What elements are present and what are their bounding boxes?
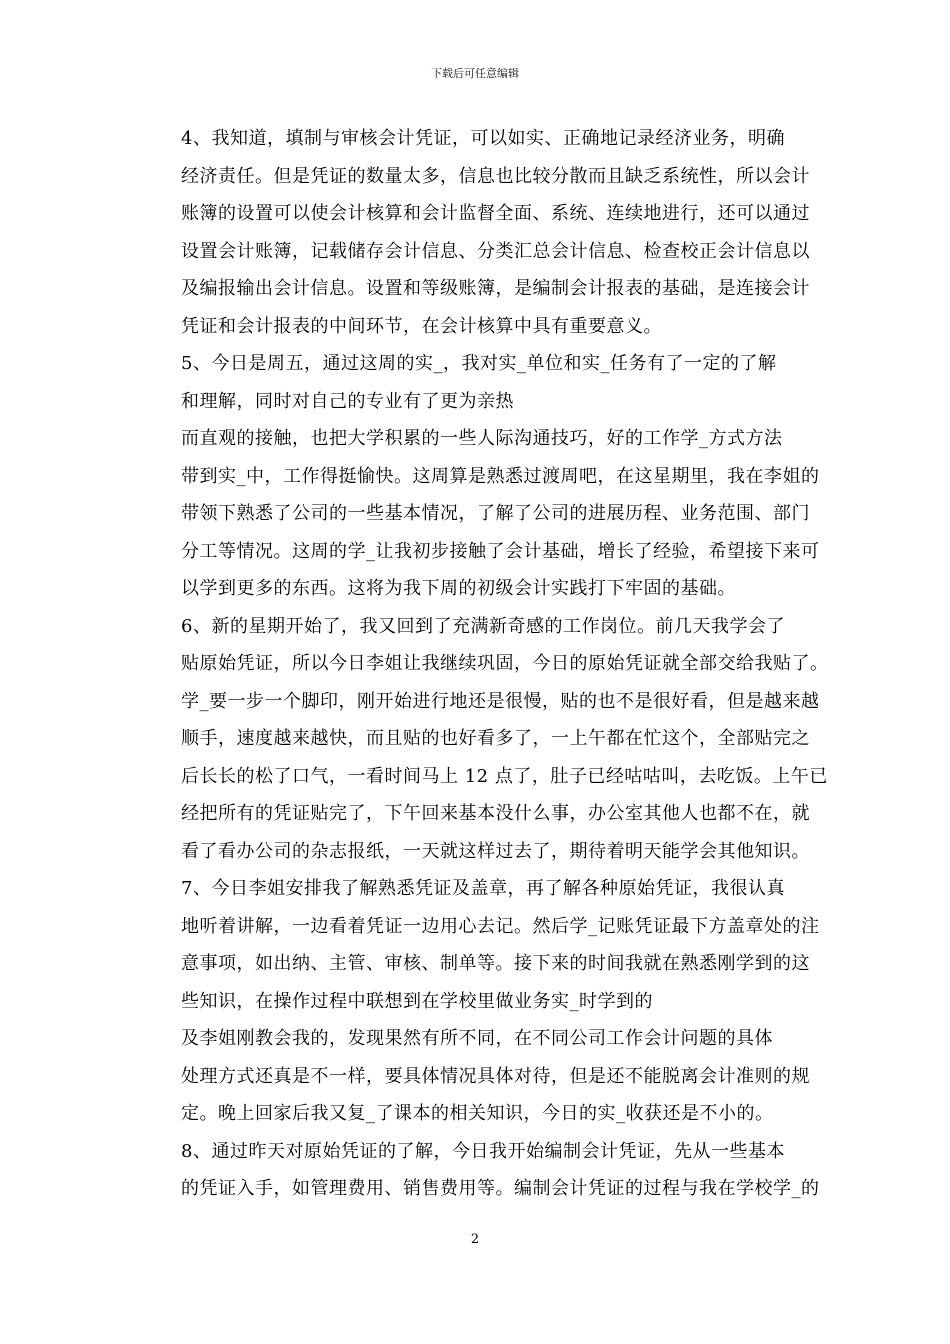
document-body [145, 120, 829, 1208]
text-line: 意事项，如出纳、主管、审核、制单等。接下来的时间我就在熟悉刚学到的这 [181, 953, 810, 974]
text-line: 后长长的松了口气，一看时间马上 12 点了，肚子已经咕咕叫，去吃饭。上午已 [181, 765, 828, 787]
text-line: 带到实_中，工作得挺愉快。这周算是熟悉过渡周吧，在这星期里，我在李姐的 [181, 465, 820, 487]
text-line: 带领下熟悉了公司的一些基本情况，了解了公司的进展历程、业务范围、部门 [181, 503, 810, 524]
text-line: 及李姐刚教会我的，发现果然有所不同，在不同公司工作会计问题的具体 [181, 1028, 773, 1049]
text-line: 和理解，同时对自己的专业有了更为亲热 [181, 390, 514, 412]
text-line: 些知识，在操作过程中联想到在学校里做业务实_时学到的 [181, 990, 653, 1012]
text-line: 7、今日李姐安排我了解熟悉凭证及盖章，再了解各种原始凭证，我很认真 [181, 878, 785, 899]
text-line: 6、新的星期开始了，我又回到了充满新奇感的工作岗位。前几天我学会了 [181, 615, 785, 637]
paragraph-5-continued [145, 420, 820, 608]
text-line: 8、通过昨天对原始凭证的了解，今日我开始编制会计凭证，先从一些基本 [181, 1140, 785, 1162]
text-line: 5、今日是周五，通过这周的实_，我对实_单位和实_任务有了一定的了解 [181, 353, 777, 374]
text-line: 经济责任。但是凭证的数量太多，信息也比较分散而且缺乏系统性，所以会计 [181, 165, 810, 187]
text-line: 而直观的接触，也把大学积累的一些人际沟通技巧，好的工作学_方式方法 [181, 428, 783, 449]
paragraph-7-continued [145, 1020, 810, 1133]
page-number: 2 [470, 1232, 480, 1247]
paragraph-4 [145, 120, 810, 345]
text-line: 设置会计账簿，记载储存会计信息、分类汇总会计信息、检查校正会计信息以 [181, 240, 810, 262]
text-line: 贴原始凭证，所以今日李姐让我继续巩固，今日的原始凭证就全部交给我贴了。 [181, 653, 829, 674]
text-line: 的凭证入手，如管理费用、销售费用等。编制会计凭证的过程与我在学校学_的 [181, 1178, 820, 1199]
text-line: 凭证和会计报表的中间环节，在会计核算中具有重要意义。 [181, 315, 662, 337]
text-line: 4、我知道，填制与审核会计凭证，可以如实、正确地记录经济业务，明确 [181, 128, 785, 149]
text-line: 账簿的设置可以使会计核算和会计监督全面、系统、连续地进行，还可以通过 [181, 203, 810, 224]
text-line: 及编报输出会计信息。设置和等级账簿，是编制会计报表的基础，是连接会计 [181, 278, 810, 299]
paragraph-8 [145, 1133, 820, 1208]
paragraph-7 [145, 870, 820, 1020]
text-line: 地听着讲解，一边看着凭证一边用心去记。然后学_记账凭证最下方盖章处的注 [181, 915, 820, 937]
paragraph-6 [145, 608, 829, 871]
paragraph-5 [145, 345, 807, 420]
text-line: 顺手，速度越来越快，而且贴的也好看多了，一上午都在忙这个，全部贴完之 [181, 728, 810, 749]
text-line: 以学到更多的东西。这将为我下周的初级会计实践打下牢固的基础。 [181, 578, 736, 599]
text-line: 定。晚上回家后我又复_了课本的相关知识，今日的实_收获还是不小的。 [181, 1103, 774, 1124]
text-line: 分工等情况。这周的学_让我初步接触了会计基础，增长了经验，希望接下来可 [181, 540, 820, 562]
text-line: 处理方式还真是不一样，要具体情况具体对待，但是还不能脱离会计准则的规 [181, 1065, 810, 1087]
text-line: 学_要一步一个脚印，刚开始进行地还是很慢，贴的也不是很好看，但是越来越 [181, 690, 820, 712]
page-header: 下载后可任意编辑 [431, 67, 519, 80]
text-line: 看了看办公司的杂志报纸，一天就这样过去了，期待着明天能学会其他知识。 [181, 840, 810, 862]
text-line: 经把所有的凭证贴完了，下午回来基本没什么事，办公室其他人也都不在，就 [181, 803, 810, 824]
